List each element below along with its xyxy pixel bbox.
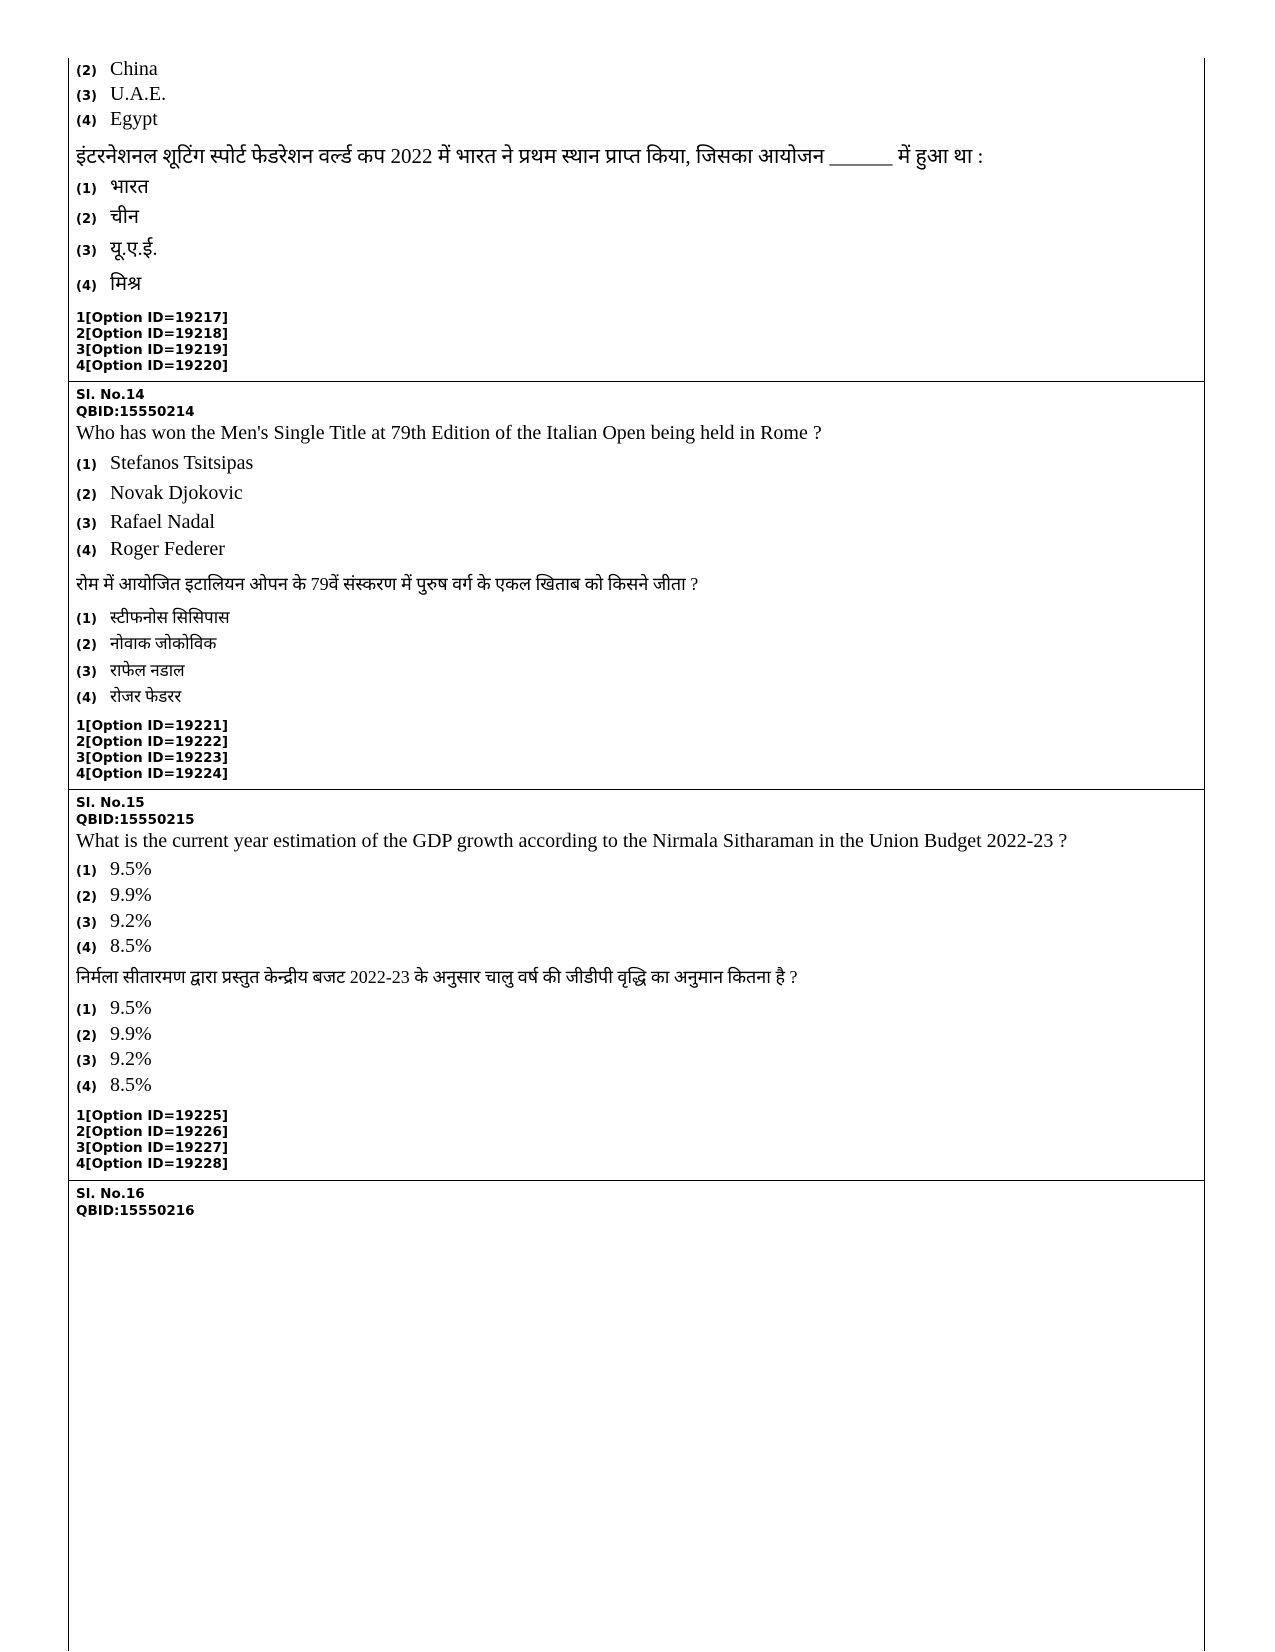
q14-question-hindi: रोम में आयोजित इटालियन ओपन के 79वें संस्करण में पुरुष वर्ग के एकल खिताब को किसने जीता ? [76, 574, 699, 594]
option-text: यू.ए.ई. [110, 238, 158, 260]
q15-option-en-4 [76, 935, 1204, 962]
q13-option-en-3 [76, 83, 1204, 108]
q14-option-en-2 [76, 482, 1204, 511]
option-text: 8.5% [110, 1074, 152, 1096]
option-text: मिश्र [110, 273, 142, 295]
serial-number: Sl. No.16 [76, 1186, 145, 1202]
option-number: (3) [76, 665, 97, 680]
option-id: 1[Option ID=19225] [76, 1108, 229, 1124]
option-text: रोजर फेडरर [110, 687, 182, 706]
option-id: 1[Option ID=19221] [76, 718, 229, 734]
option-id: 2[Option ID=19218] [76, 326, 229, 342]
option-number: (2) [76, 890, 97, 905]
option-number: (4) [76, 941, 97, 956]
question-13-section [69, 58, 1204, 381]
option-text: 9.9% [110, 1023, 152, 1045]
q14-option-en-4 [76, 538, 1204, 568]
option-text: स्टीफनोस सिसिपास [110, 608, 230, 627]
option-number: (2) [76, 212, 97, 227]
option-number: (2) [76, 64, 97, 79]
q15-option-en-3 [76, 910, 1204, 935]
option-text: चीन [110, 206, 139, 228]
option-number: (4) [76, 691, 97, 706]
q13-option-en-2 [76, 58, 1204, 83]
option-number: (4) [76, 1080, 97, 1095]
qbid: QBID:15550214 [76, 403, 195, 420]
option-number: (1) [76, 864, 97, 879]
option-text: 9.5% [110, 858, 152, 880]
q14-option-hi-1 [76, 605, 1204, 631]
option-text: 8.5% [110, 935, 152, 957]
q13-option-hi-4 [76, 269, 1204, 302]
qbid: QBID:15550216 [76, 1202, 195, 1219]
q13-option-ids [76, 310, 1204, 374]
q13-question-hindi: इंटरनेशनल शूटिंग स्पोर्ट फेडरेशन वर्ल्ड कप 2022 में भारत ने प्रथम स्थान प्राप्त किया, जिसका आयोजन ______ में हुआ था : [76, 144, 984, 168]
q15-option-en-1 [76, 858, 1204, 884]
option-text: 9.9% [110, 884, 152, 906]
option-text: 9.2% [110, 910, 152, 932]
option-text: Novak Djokovic [110, 482, 243, 504]
option-text: भारत [110, 176, 149, 198]
option-text: Egypt [110, 108, 158, 130]
page-frame [68, 58, 1205, 1651]
q15-option-hi-2 [76, 1023, 1204, 1048]
option-number: (1) [76, 182, 97, 197]
option-id: 3[Option ID=19223] [76, 750, 229, 766]
option-id: 3[Option ID=19219] [76, 342, 229, 358]
q15-option-hi-1 [76, 997, 1204, 1023]
q15-question-hindi: निर्मला सीतारमण द्वारा प्रस्तुत केन्द्रीय बजट 2022-23 के अनुसार चालु वर्ष की जीडीपी वृद्धि का अनुमान कितना है ? [76, 967, 798, 987]
option-number: (3) [76, 517, 97, 532]
option-text: Rafael Nadal [110, 511, 215, 533]
q14-question-english: Who has won the Men's Single Title at 79th Edition of the Italian Open being held in Rome ? [76, 422, 822, 444]
option-text: Stefanos Tsitsipas [110, 452, 254, 474]
q15-option-en-2 [76, 884, 1204, 910]
option-id: 3[Option ID=19227] [76, 1140, 229, 1156]
q14-option-en-1 [76, 452, 1204, 482]
option-id: 4[Option ID=19224] [76, 766, 229, 782]
option-id: 4[Option ID=19220] [76, 358, 229, 374]
option-text: U.A.E. [110, 83, 167, 105]
option-text: China [110, 58, 158, 80]
option-number: (4) [76, 114, 97, 129]
option-number: (3) [76, 244, 97, 259]
serial-number: Sl. No.14 [76, 387, 145, 403]
option-number: (2) [76, 488, 97, 503]
option-text: 9.2% [110, 1048, 152, 1070]
option-id: 4[Option ID=19228] [76, 1156, 229, 1172]
option-text: 9.5% [110, 997, 152, 1019]
question-14-section [69, 381, 1204, 790]
option-id: 1[Option ID=19217] [76, 310, 229, 326]
option-number: (3) [76, 916, 97, 931]
option-id: 2[Option ID=19222] [76, 734, 229, 750]
option-number: (1) [76, 612, 97, 627]
q13-option-hi-2 [76, 202, 1204, 234]
option-text: Roger Federer [110, 538, 225, 560]
q15-option-ids [76, 1108, 1204, 1172]
q14-option-ids [76, 718, 1204, 782]
q13-option-hi-3 [76, 234, 1204, 269]
option-text: राफेल नडाल [110, 661, 185, 680]
option-number: (3) [76, 89, 97, 104]
option-number: (2) [76, 1029, 97, 1044]
option-number: (4) [76, 544, 97, 559]
q14-option-hi-2 [76, 631, 1204, 658]
option-number: (1) [76, 1003, 97, 1018]
q15-question-english: What is the current year estimation of the GDP growth according to the Nirmala Sitharaman in the Union Budget 2022-23 ? [76, 830, 1068, 852]
q15-option-hi-3 [76, 1048, 1204, 1074]
q15-option-hi-4 [76, 1074, 1204, 1101]
q13-option-hi-1 [76, 172, 1204, 202]
option-number: (3) [76, 1054, 97, 1069]
option-text: नोवाक जोकोविक [110, 634, 217, 653]
option-number: (4) [76, 279, 97, 294]
qbid: QBID:15550215 [76, 811, 195, 828]
option-number: (1) [76, 458, 97, 473]
question-16-section [69, 1180, 1204, 1652]
serial-number: Sl. No.15 [76, 795, 145, 811]
question-15-section [69, 789, 1204, 1181]
option-number: (2) [76, 638, 97, 653]
option-id: 2[Option ID=19226] [76, 1124, 229, 1140]
q14-option-hi-4 [76, 684, 1204, 712]
q14-option-en-3 [76, 511, 1204, 538]
q14-option-hi-3 [76, 658, 1204, 684]
q13-option-en-4 [76, 108, 1204, 136]
